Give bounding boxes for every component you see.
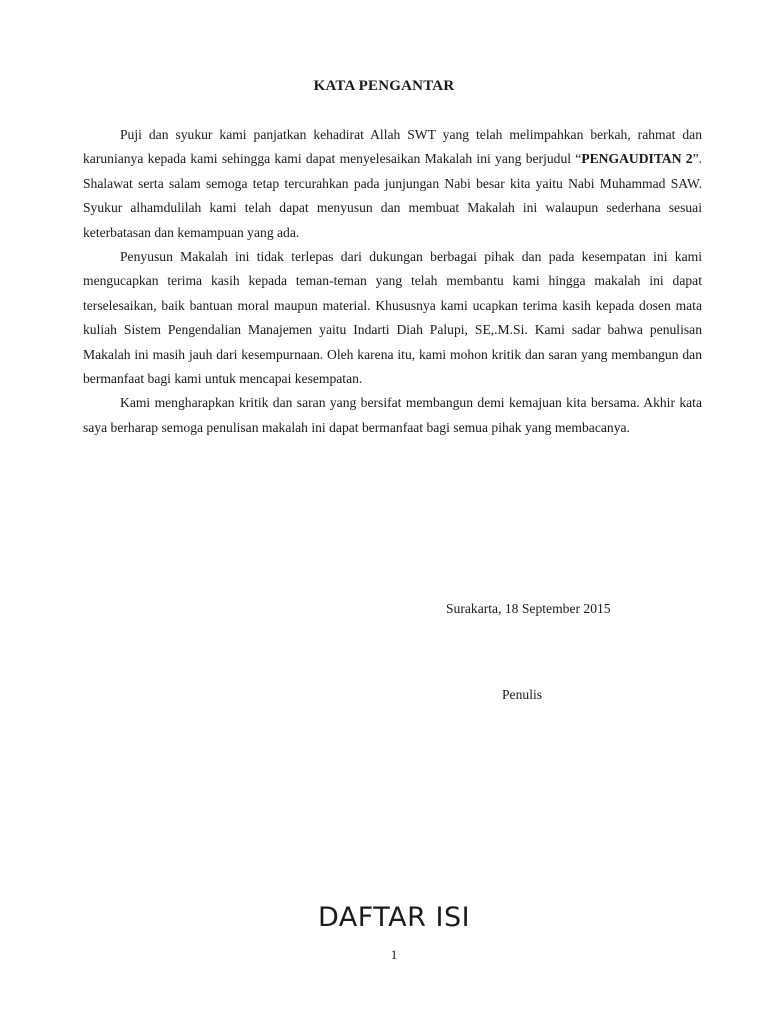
paragraph-1 (83, 123, 702, 245)
toc-heading: DAFTAR ISI (317, 902, 471, 933)
paper-title-bold: PENGAUDITAN 2 (581, 151, 693, 167)
page-number: 1 (390, 947, 398, 962)
author-signature: Penulis (502, 687, 543, 702)
page-title: KATA PENGANTAR (313, 78, 455, 94)
place-date: Surakarta, 18 September 2015 (446, 601, 611, 616)
paragraph-3: Kami mengharapkan kritik dan saran yang bersifat membangun demi kemajuan kita bersama. Akhir kata saya berharap semoga penulisan makalah ini dapat bermanfaat bagi semua pihak yang membacanya. (83, 395, 702, 435)
body-text (83, 123, 702, 440)
paragraph-1-start: Puji dan syukur kami panjatkan kehadirat Allah SWT yang telah melimpahkan berkah, rahmat dan karunianya kepada kami sehingga kami dapat menyelesaikan Makalah ini yang berjudul “ (83, 127, 702, 167)
paragraph-1-end: ”. Shalawat serta salam semoga tetap tercurahkan pada junjungan Nabi besar kita yaitu Nabi Muhammad SAW. Syukur alhamdulilah kami telah dapat menyusun dan membuat Makalah ini walaupun sederhana sesuai keterbatasan dan kemampuan yang ada. (83, 151, 703, 240)
paragraph-2: Penyusun Makalah ini tidak terlepas dari dukungan berbagai pihak dan pada kesempatan ini kami mengucapkan terima kasih kepada teman-teman yang telah membantu kami hingga makalah ini dapat terselesaikan, baik bantuan moral maupun material. Khususnya kami ucapkan terima kasih kepada dosen mata kuliah Sistem Pengendalian Manajemen yaitu Indarti Diah Palupi, SE,.M.Si. Kami sadar bahwa penulisan Makalah ini masih jauh dari kesempurnaan. Oleh karena itu, kami mohon kritik dan saran yang membangun dan bermanfaat bagi kami untuk mencapai kesempatan. (83, 249, 702, 387)
